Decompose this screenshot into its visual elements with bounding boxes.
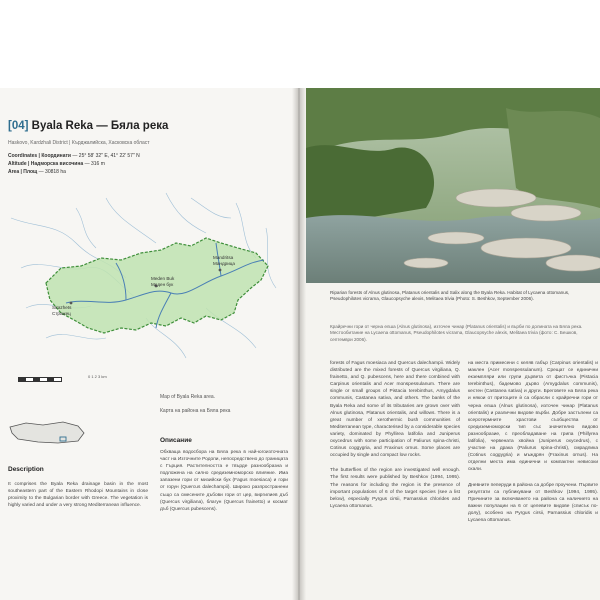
label-strazhets-en: Strazhets (52, 305, 72, 310)
coordinates-row (8, 152, 140, 160)
label-mandritsa-en: Mandritsa (213, 255, 234, 260)
altitude-label: Altitude | Надморска височина (8, 161, 84, 167)
river-photo (306, 88, 600, 283)
altitude-value: — 316 m (84, 161, 105, 167)
coordinates-value: — 25° 58' 32" E, 41° 22' 57" N (72, 153, 140, 159)
paragraph-butterflies-en: The butterflies of the region are investigated well enough. The first results were published by Beshkov (1994, 1995). The reasons for including the region is the presence of important populations of 6 of the target species (see a list below), especially Pyrgus cirsii, Parnassius chlorides and Lycaena ottomanus. (330, 468, 460, 509)
bulgaria-locator-map (8, 417, 88, 447)
text-column-bg (468, 360, 598, 532)
mandritsa-marker (219, 269, 222, 272)
label-mandritsa-bg: Мандрица (213, 261, 235, 266)
book-gutter (292, 88, 306, 600)
map-scale-label: 0 1 2 3 km (88, 374, 107, 379)
map-caption-bg: Карта на района на Бяла река (160, 408, 231, 414)
photo-caption-bg: Крайречни гори от черна елша (Alnus glutinosa), източен чинар (Platanus orientalis) и върби по долината на Бяла река. Местообитание на Lycaena ottomanus, Pseudophilotes vicrama, Glaucopsyche alexis, Melitaea trivia (фото: С. Бешков, септември 2006). (330, 324, 583, 342)
area-row (8, 168, 140, 176)
map-scale-bar (18, 377, 62, 382)
label-strazhets-bg: Стражец (52, 311, 71, 316)
location-subtitle: Haskovo, Kardzhali District | Кърджалийска, Хасковска област (8, 140, 150, 146)
book-spread (0, 88, 600, 600)
altitude-row (8, 160, 140, 168)
label-meden-buk-bg: Меден бук (151, 282, 174, 287)
site-code: [04] (8, 120, 29, 132)
bulgaria-outline (10, 422, 84, 443)
text-column-en (330, 360, 460, 518)
strazhets-marker (70, 302, 73, 305)
site-metadata (8, 152, 140, 176)
label-meden-buk-en: Meden Buk (151, 276, 175, 281)
description-text-bg: Обхваща водосбора на Бяла река в най-югоизточната част на Източните Родопи, непосредствено до границата с Гърция. Растителността е твърде разнообразна и подложена на силно средиземноморско влияние. Има запазени гори от мизийски бук (Fagus moesiaca) и гори от горун (Quercus dalechampii). Широко разпространени също са смесените дъбови гори от цер, виргилиев дъб (Quercus virgiliana), благун (Quercus frainetto) и космат дъб (Quercus pubescens). (160, 450, 288, 512)
paragraph-butterflies-bg: Дневните пеперуди в района са добре проучени. Първите резултати са публикувани от Beshkov (1994, 1995). Причините за включването на района са наличието на важни популации на 6 от целевите видове (списък по-долу), особено на Pyrgus cirsii, Parnassius chloridis и Lycaena ottomanus. (468, 482, 598, 523)
map-caption-en: Map of Byala Reka area. (160, 394, 216, 400)
page-title (8, 120, 168, 132)
area-value: — 30818 ha (38, 169, 66, 175)
photo-caption-en: Riparian forests of Alnus glutinosa, Platanus orientalis and Salix along the Byala Reka. Habitat of Lycaena ottomanus, Pseudophilotes vicrama, Glaucopsyche alexis, Melitaea trivia (Photo: S. Beshkov, September 2006). (330, 290, 570, 302)
site-name: Byala Reka — Бяла река (31, 120, 169, 132)
coordinates-label: Coordinates | Координати (8, 153, 72, 159)
area-label: Area | Площ (8, 169, 38, 175)
paragraph-habitat-bg: на места примесени с келяв габър (Carpinus orientalis) и маклен (Acer monspessulanum). Срещат се единични екземпляри или групи дървета от фистъчка (Pistacia terebinthus), бадемово дърво (Amygdalus communis), кестен (Castanea sativa) и други. Бреговете на Бяла река и някои от притоците ѝ са обрасли с крайречни гори от черна елша (Alnus glutinosa), източен чинар (Platanus orientalis) и различни видове върби. Добре застъпени са ксеротермните храстови съобщества от средиземноморски тип със значително видово разнообразие, с преобладаване на грипа (Phillyrea latifolia), червената хвойна (Juniperus oxycedrus), с участие на драка (Paliurus spina-christi), смрадлика (Cotinus coggygria) и мъждрян (Fraxinus ornus). На отделни места има единични и компактни невисоки скали. (468, 361, 598, 473)
description-text-en: It comprises the Byala Reka drainage basin in the most southeastern part of the Eastern Rhodopi Mountains in close proximity to the Bulgarian border with Greece. The vegetation is highly varied and under a very strong Mediterranean influence. (8, 482, 148, 509)
paragraph-habitat-en: forests of Fagus moesiaca and Quercus dalechampii. Widely distributed are the mixed forests of Quercus virgiliana, Q. frainetto, and Q. pubescens, here and there combined with Carpinus orientalis and Acer monspessulanum. There are single or small groups of Pistacia terebinthus, Amygdalus communis, Castanea sativa, and others. The banks of the Byala Reka and some of its tributaries are grown over with Alnus glutinosa, Platanus orientalis, and willows. There is a great number of xerothermic bush communities of Mediterranean type, characterised by a considerable species variety, dominated by Phyllirea latifolia and Juniperus oxycedrus with some participation of Paliurus spina-christi, Cotinus coggygria, and Fraxinus ornus. Some places are occupied by single and compact low rocks. (330, 361, 460, 459)
area-map (6, 188, 286, 364)
heading-description-en: Description (8, 466, 44, 473)
heading-description-bg: Описание (160, 437, 192, 444)
